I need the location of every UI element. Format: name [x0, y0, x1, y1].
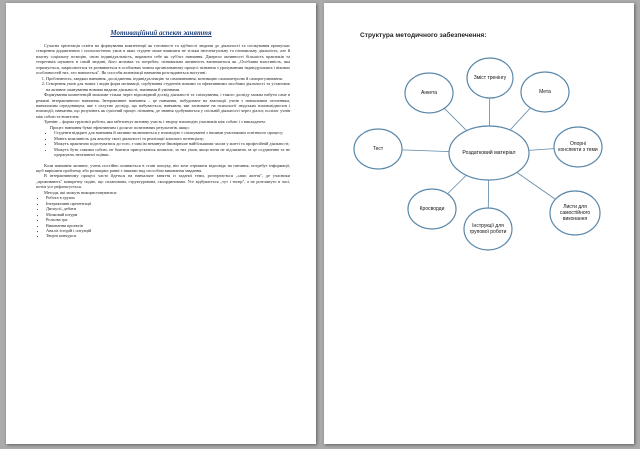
list-item: • Інтерактивні презентації: [46, 201, 290, 206]
node-label-survey: Анкета: [421, 90, 437, 96]
list-item: • Студенти відкриті для навчання й активно включаються у взаємодію з спілкуванні з іншими учасниками освітнього процесу;: [54, 130, 290, 135]
list-item: • Виконання проектів: [46, 223, 290, 228]
list-item: • Дискусії, дебати: [46, 206, 290, 211]
node-label-goal: Мета: [539, 89, 551, 95]
node-label-crosswords: Кросворди: [419, 206, 445, 212]
list-item: 2. Створення умов для нових і видів форм мотивації, сорбування студентів новими та ефективними засобами діяльності та установок на активне опанування новими видами діяльності, знаннями й уміннями.: [46, 81, 290, 92]
paragraph: Методи, які можуть використовуватися:: [44, 189, 117, 195]
document-page-right: [324, 3, 634, 444]
list-item: • Мають можливість для аналізу своєї діяльності та реалізації власного потенціалу;: [54, 136, 290, 141]
paragraph: В інтерактивному процесі часто йдеться на навчальне заняття із заданої теми, розгортається „само життя", де учасники „проживають" конкретну подію, що спланована, структурована, скоординована. Усе відбувається „тут і тепер", а не розглянуто в часі, потім усе рефлексується.: [36, 173, 290, 190]
page-body: [36, 43, 290, 239]
list-item: • Аналіз історій і ситуацій: [46, 228, 290, 233]
document-page-left: [6, 3, 316, 444]
list-item: • Творчі конкурси.: [46, 233, 290, 238]
paragraph: Формування компетенцій можливе тільки через відповідний досвід діяльності та спілкування, і такого досвіду можна набути саме в режимі інтерактивного навчання. Інтерактивне навчання – це навчання, побудоване на взаємодії учнів з навчальним оточенням, навчальним середовищем, яке є галуззю досвіду, що набувається; навчання, яке засноване на психології людських взаємовідносин і взаємодії; навчання, що розуміють як сукісний процес пізнання, де знання здобуваються у спільній діяльності через діалог, полілог учнів між собою та вчителем.: [36, 92, 290, 119]
bullet-list: [36, 130, 290, 157]
list-item: • Мозковий штурм: [46, 212, 290, 217]
center-node-label: Роздатковий матеріал: [462, 149, 516, 156]
diagram-title: Структура методичного забезпечення:: [360, 32, 487, 39]
list-item: • Можуть практично підготуватися до того, з чим їм неминуче ймовірніше найбільшими часом у житті та професійній діяльності;: [54, 141, 290, 146]
list-item: • Робота в групах: [46, 195, 290, 200]
list-item: • Рольова гра: [46, 217, 290, 222]
paragraph: Коли навчання активне, учень постійно опиняється в стані пошуку, він хоче отримати відповідь на питання, потребує інформації, щоб вирішити проблему, або розширює ранні з іншими над способом виконання завдання.: [36, 162, 290, 173]
node-label-worksheets: Листи для самостійного виконання: [559, 204, 591, 222]
node-label-test: Тест: [372, 146, 384, 152]
bullet-list: [36, 195, 290, 239]
list-item: 1. Проблемність, завдяки навчання, дослідження, індивідуалізацію та самонавчання, мотивацію самоконтролю й саморегулювання.: [46, 76, 290, 81]
node-label-notes: Опорні конспекти з теми: [558, 141, 598, 153]
paragraph: Сучасна орієнтація освіти на формування компетенції як готовності та здібності людини до діяльності та спілкування припускає створення дидактичних і психологічних умов в яких студент може виявляти не тільки інтелектуальну та пізнавальну діяльність, але й власну соціальну позицію, свою індивідуальність, виразити себе як суб'єкт навчання. Джерело активності більшість практиків та теоретиків шукають в самій людині, його мотивах та потребах; пізнавальна активність визначається як „Особлива властивість, яка отримується, закріплюється та розвивається в особливих чином організованому процесі пізнання з урахуванням індивідуальних і вікових особливостей тих, хто навчається". Як способи активізації навчання розглядаються наступні:: [36, 43, 290, 76]
paragraph: Тренінг – форма групової роботи, яка забезпечує активну участь і творчу взаємодію учасників між собою і з викладачем.: [44, 119, 266, 125]
node-label-content: Зміст тренінгу: [473, 75, 507, 81]
node-label-group-instructions: Інструкції для групової роботи: [469, 223, 507, 235]
paragraph: Процес навчання буває ефективним і досягає позитивних результатів, якщо:: [50, 124, 190, 130]
ordered-list: [36, 76, 290, 92]
page-title: Мотиваційний аспект заняття: [110, 29, 212, 37]
list-item: • Можуть бути самими собою, не боятися припускатися помилок, за тих умов, якщо вони не підлягають за це осудженню та не одержують негативної оцінки.: [54, 147, 290, 158]
